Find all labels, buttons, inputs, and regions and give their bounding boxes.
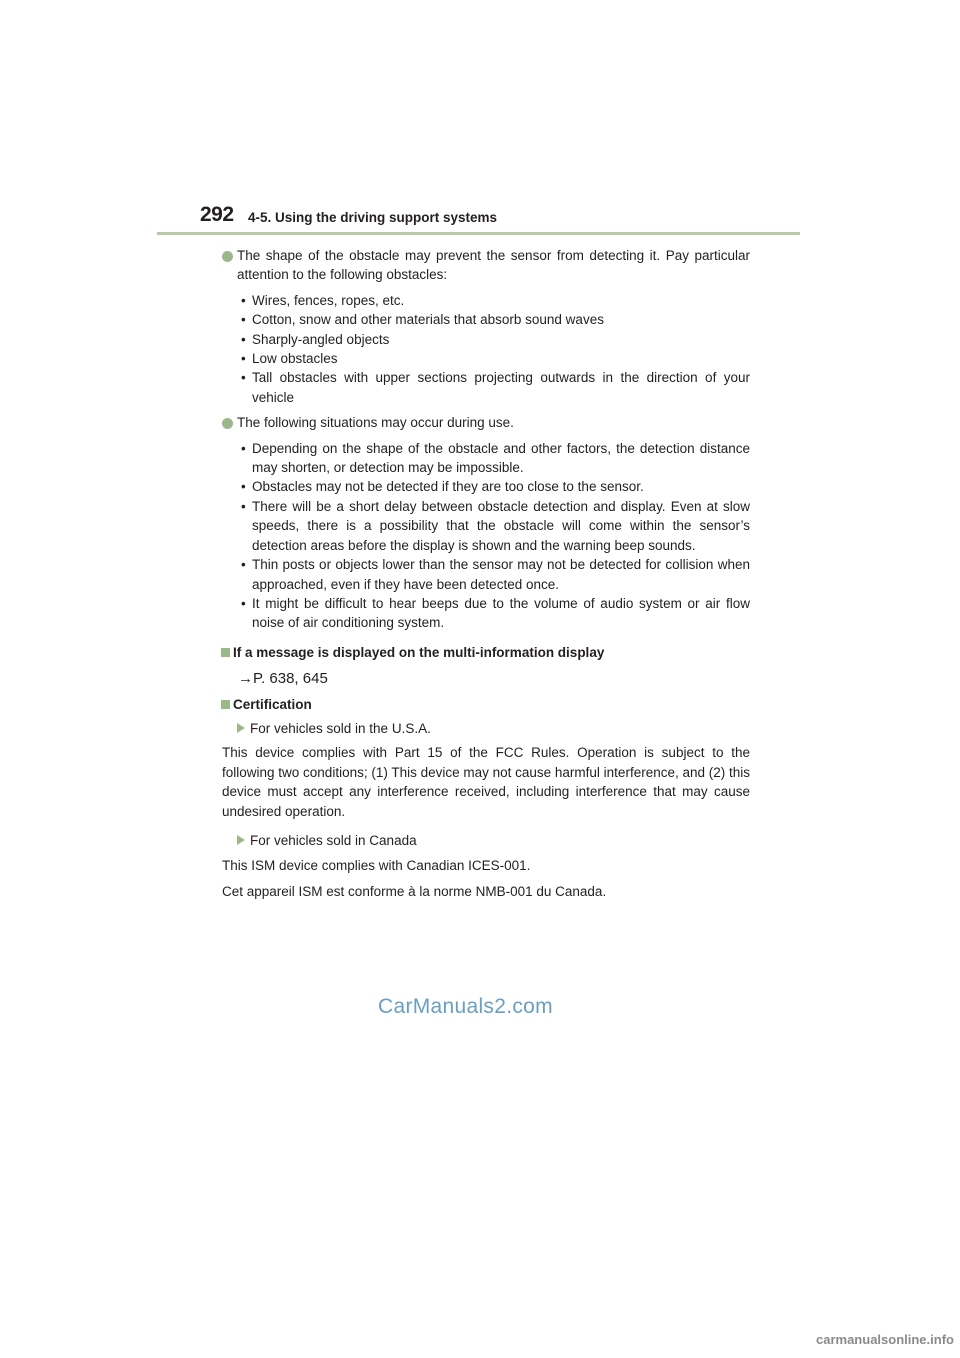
list-item: • Low obstacles <box>241 351 338 367</box>
header-divider <box>157 232 800 235</box>
list-item: • Sharply-angled objects <box>241 331 390 347</box>
list-item: • Cotton, snow and other materials that absorb sound waves <box>241 312 604 328</box>
canada-text-french: Cet appareil ISM est conforme à la norme NMB-001 du Canada. <box>222 883 607 899</box>
page-number: 292 <box>200 203 234 226</box>
bullet-paragraph-obstacle-shape <box>222 246 750 285</box>
section-title: 4-5. Using the driving support systems <box>248 210 498 225</box>
usa-subheading: For vehicles sold in the U.S.A. <box>222 719 750 738</box>
list-item: • Obstacles may not be detected if they are too close to the sensor. <box>241 479 644 495</box>
list-item: • Wires, fences, ropes, etc. <box>241 292 405 308</box>
footer-watermark: carmanualsonline.info <box>816 1332 954 1347</box>
situation-list <box>222 439 750 633</box>
usa-fcc-text: This device complies with Part 15 of the FCC Rules. Operation is subject to the following two conditions; (1) This device may not cause harmful interference, and (2) this device must accept any interference received, including interference that may cause undesired operation. <box>222 745 751 819</box>
triangle-bullet-icon <box>237 723 245 733</box>
canada-subheading: For vehicles sold in Canada <box>222 831 750 850</box>
list-item: • It might be difficult to hear beeps due to the volume of audio system or air flow noise of air conditioning system. <box>241 595 750 631</box>
square-bullet-icon <box>221 648 230 657</box>
triangle-bullet-icon <box>237 835 245 845</box>
list-item: • Tall obstacles with upper sections projecting outwards in the direction of your vehicle <box>241 370 750 405</box>
list-item: • Thin posts or objects lower than the sensor may not be detected for collision when approached, even if they have been detected once. <box>241 557 750 592</box>
list-item: • Depending on the shape of the obstacle and other factors, the detection distance may shorten, or detection may be impossible. <box>241 440 750 476</box>
page-header <box>200 203 800 233</box>
bullet-dot-icon <box>222 418 233 429</box>
message-heading: If a message is displayed on the multi-information display <box>222 643 750 662</box>
center-watermark: CarManuals2.com <box>378 995 553 1018</box>
page-reference: →P. 638, 645 <box>238 670 328 688</box>
list-item: • There will be a short delay between obstacle detection and display. Even at slow speeds, there is a possibility that the obstacle will come within the sensor’s detection areas before the display is shown and the warning beep sounds. <box>241 498 750 553</box>
main-content <box>222 246 750 901</box>
square-bullet-icon <box>221 700 230 709</box>
bullet-text: The shape of the obstacle may prevent the sensor from detecting it. Pay particular attention to the following obstacles: <box>237 248 750 283</box>
bullet-dot-icon <box>222 251 233 262</box>
bullet-text: The following situations may occur during use. <box>237 415 514 431</box>
certification-heading: Certification <box>222 695 750 714</box>
bullet-paragraph-situations <box>222 413 750 432</box>
canada-text-english: This ISM device complies with Canadian ICES-001. <box>222 858 531 874</box>
obstacle-list <box>222 291 750 407</box>
